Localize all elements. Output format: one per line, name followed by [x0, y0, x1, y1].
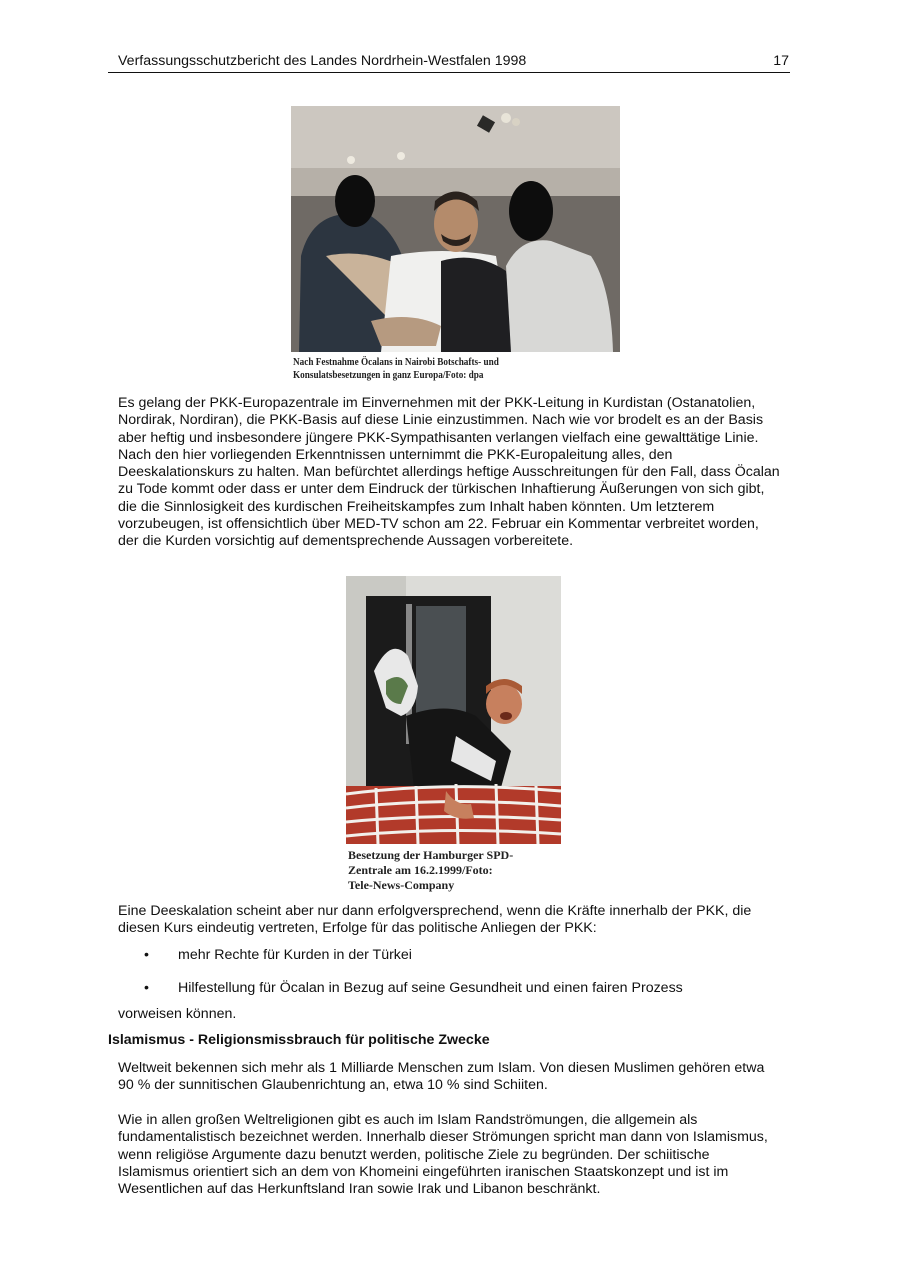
- bullet-symbol: •: [144, 980, 149, 996]
- bullet-symbol: •: [144, 947, 149, 963]
- figure1-caption-line: Konsulatsbesetzungen in ganz Europa/Foto: dpa: [293, 369, 484, 381]
- page-number: 17: [773, 53, 789, 69]
- report-title: Verfassungsschutzbericht des Landes Nordrhein-Westfalen 1998: [118, 53, 527, 69]
- page-header: [108, 52, 790, 73]
- body-paragraph: Weltweit bekennen sich mehr als 1 Milliarde Menschen zum Islam. Von diesen Muslimen gehören etwa 90 % der sunnitischen Glaubenrichtung an, etwa 10 % sind Schiiten.: [118, 1060, 765, 1094]
- figure1-caption-line: Nach Festnahme Öcalans in Nairobi Botschafts- und: [293, 357, 499, 368]
- bullet-text: mehr Rechte für Kurden in der Türkei: [178, 947, 412, 963]
- figure2-caption: [348, 848, 513, 893]
- figure-arrest-photo: [291, 106, 621, 384]
- figure-spd-occupation-photo: [346, 576, 562, 896]
- body-paragraph: Eine Deeskalation scheint aber nur dann erfolgversprechend, wenn die Kräfte innerhalb der PKK, die diesen Kurs eindeutig vertreten, Erfolge für das politische Anliegen der PKK:: [118, 903, 752, 937]
- photo-masked-men-arrest: [291, 106, 620, 352]
- body-paragraph: Es gelang der PKK-Europazentrale im Einvernehmen mit der PKK-Leitung in Kurdistan (Ostanatolien, Nordirak, Nordiran), die PKK-Basis auf diese Linie einzustimmen. Nach wie vor brodelt es an der Basis aber heftig und insbesondere jüngere PKK-Sympathisanten verlangen vielfach eine gewalttätige Linie. Nach den hier vorliegenden Erkenntnissen unternimmt die PKK-Europaleitung alles, den Deeskalationskurs zu halten. Man befürchtet allerdings heftige Ausschreitungen für den Fall, dass Öcalan zu Tode kommt oder dass er unter dem Eindruck der türkischen Inhaftierung Äußerungen von sich gibt, die die Sinnlosigkeit des kurdischen Freiheitskampfes zum Inhalt haben könnten. Um letzterem vorzubeugen, ist offensichtlich über MED-TV schon am 22. Februar ein Kommentar verbreitet worden, der die Kurden vorsichtig auf dementsprechende Aussagen vorbereitete.: [118, 395, 780, 550]
- figure2-caption-line: Tele-News-Company: [348, 878, 455, 892]
- body-paragraph: vorweisen können.: [118, 1006, 237, 1022]
- figure2-caption-line: Zentrale am 16.2.1999/Foto:: [348, 863, 493, 877]
- figure2-caption-line: Besetzung der Hamburger SPD-: [348, 848, 514, 862]
- body-paragraph: Wie in allen großen Weltreligionen gibt es auch im Islam Randströmungen, die allgemein als fundamentalistisch bezeichnet werden. Innerhalb dieser Strömungen spricht man dann von Islamismus, wenn religiöse Argumente dazu benutzt werden, politische Ziele zu begründen. Der schiitische Islamismus orientiert sich an dem von Khomeini eingeführten iranischen Staatskonzept und ist im Wesentlichen auf das Herkunftsland Iran sowie Irak und Libanon beschränkt.: [118, 1112, 768, 1198]
- bullet-text: Hilfestellung für Öcalan in Bezug auf seine Gesundheit und einen fairen Prozess: [178, 980, 683, 996]
- figure1-caption: [293, 357, 499, 382]
- section-heading: Islamismus - Religionsmissbrauch für politische Zwecke: [108, 1032, 490, 1048]
- photo-window-occupation: [346, 576, 561, 844]
